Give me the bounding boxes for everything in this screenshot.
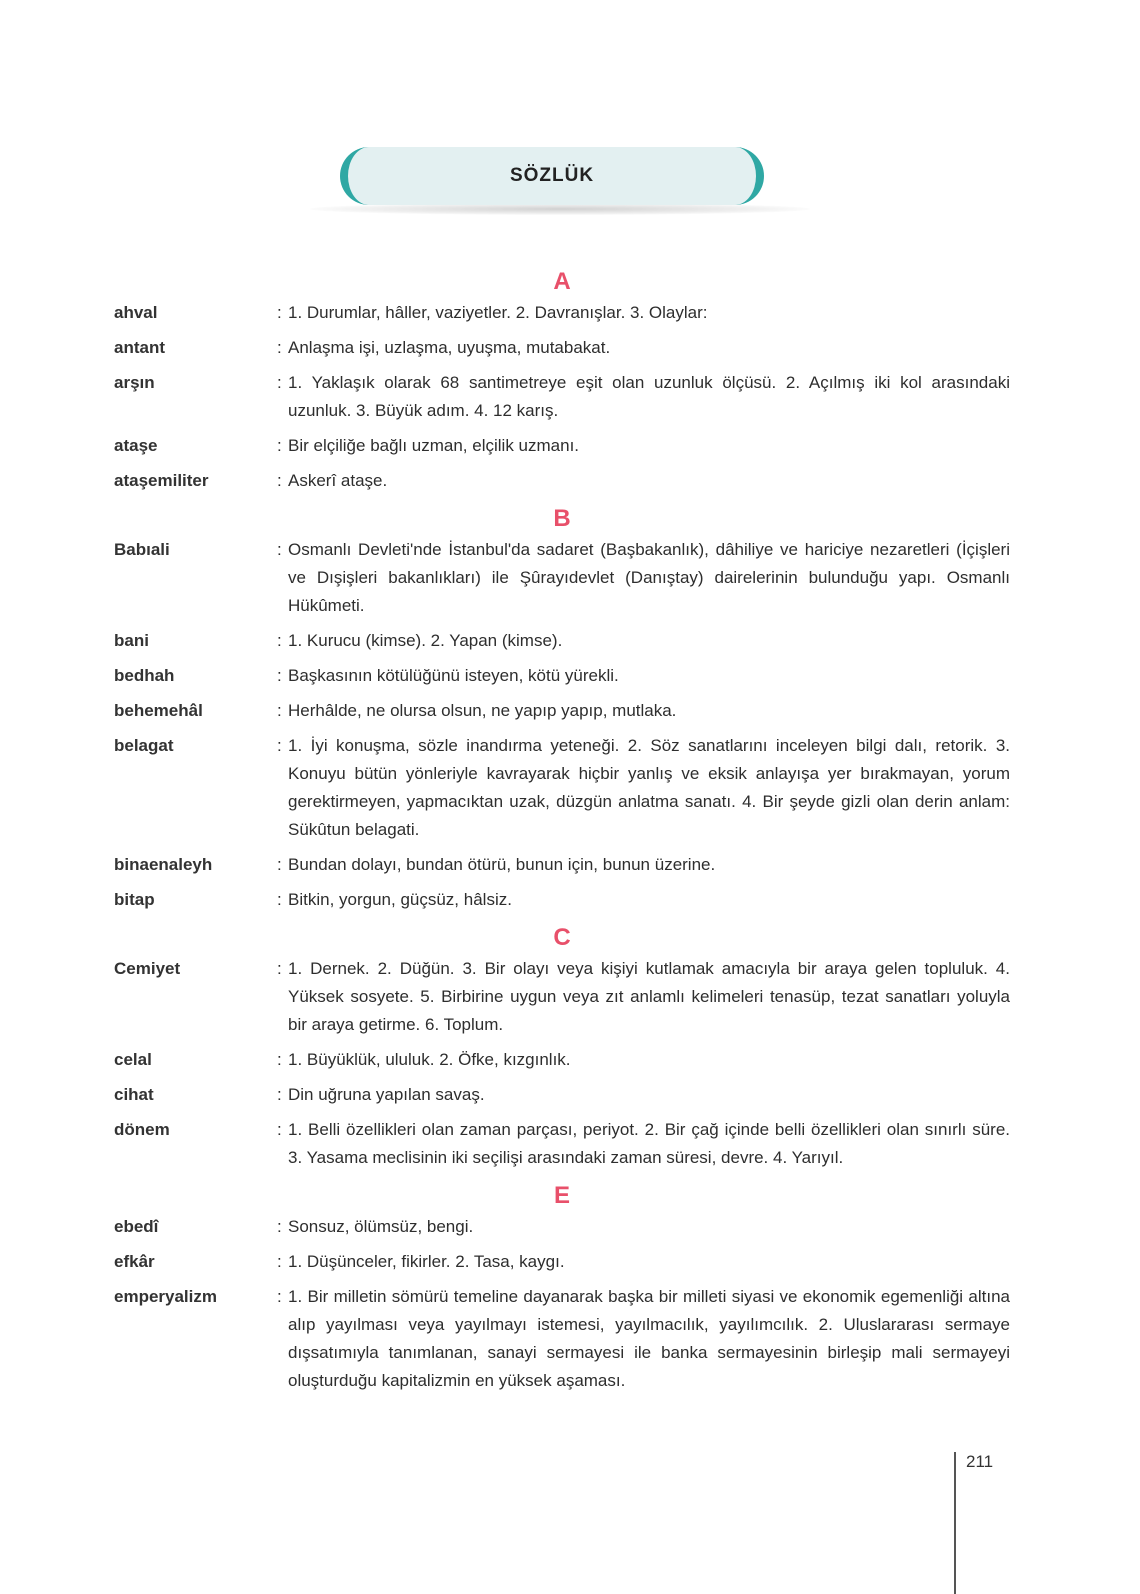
entry-definition: 1. Belli özellikleri olan zaman parçası, periyot. 2. Bir çağ içinde belli özellikleri olan sınırlı süre. 3. Yasama meclisinin iki seçilişi arasındaki zaman süresi, devre. 4. Yarıyıl. <box>288 1120 1010 1167</box>
glossary-entry <box>114 697 1010 725</box>
page-number: 211 <box>966 1452 994 1471</box>
entry-definition: Bir elçiliğe bağlı uzman, elçilik uzmanı. <box>288 436 580 455</box>
entry-definition: Bitkin, yorgun, güçsüz, hâlsiz. <box>288 890 512 909</box>
entry-colon: : <box>277 1085 282 1104</box>
entry-colon: : <box>277 338 282 357</box>
entry-term: bitap <box>114 890 155 909</box>
entry-term: dönem <box>114 1120 170 1139</box>
section-letter-a: A <box>553 268 571 295</box>
entry-definition: 1. Düşünceler, fikirler. 2. Tasa, kaygı. <box>288 1252 565 1271</box>
entry-definition: Sonsuz, ölümsüz, bengi. <box>288 1217 474 1236</box>
entry-term: ataşe <box>114 436 158 455</box>
glossary-entry <box>114 432 1010 460</box>
entry-definition: 1. Bir milletin sömürü temeline dayanarak başka bir milleti siyasi ve ekonomik egemenliği altına alıp yayılması veya yayılmayı istemesi, yayılmacılık, yayılımcılık. 2. Uluslararası sermaye dışsatımıyla tanımlanan, sanayi sermayesi ile banka sermayesinin birleşip mali sermayeyi oluşturduğu kapitalizmin en yüksek aşaması. <box>288 1287 1010 1390</box>
entry-term: ataşemiliter <box>114 471 209 490</box>
entry-definition: 1. Yaklaşık olarak 68 santimetreye eşit olan uzunluk ölçüsü. 2. Açılmış iki kol arasındaki uzunluk. 3. Büyük adım. 4. 12 karış. <box>288 373 1010 420</box>
glossary-entry <box>114 662 1010 690</box>
entry-colon: : <box>277 436 282 455</box>
entry-colon: : <box>277 471 282 490</box>
title-pill <box>340 147 764 205</box>
page-title-banner <box>340 147 770 211</box>
glossary-entry <box>114 1248 1010 1276</box>
glossary-entry <box>114 1046 1010 1074</box>
entry-colon: : <box>277 855 282 874</box>
section-letter-e: E <box>553 1182 570 1209</box>
entry-term: Cemiyet <box>114 959 181 978</box>
entry-term: belagat <box>114 736 174 755</box>
glossary-entry <box>114 1283 1010 1395</box>
glossary-entry <box>114 955 1010 1039</box>
entry-definition: 1. Büyüklük, ululuk. 2. Öfke, kızgınlık. <box>288 1050 571 1069</box>
page-title: SÖZLÜK <box>509 165 595 186</box>
entry-definition: Din uğruna yapılan savaş. <box>288 1085 485 1104</box>
entry-term: bedhah <box>114 666 175 685</box>
entry-colon: : <box>277 1217 282 1236</box>
glossary-entry <box>114 467 1010 495</box>
entry-colon: : <box>277 1252 282 1271</box>
entry-definition: Anlaşma işi, uzlaşma, uyuşma, mutabakat. <box>288 338 611 357</box>
entry-definition: 1. Durumlar, hâller, vaziyetler. 2. Davranışlar. 3. Olaylar: <box>288 303 708 322</box>
entry-colon: : <box>277 1120 282 1139</box>
entry-colon: : <box>277 736 282 755</box>
section-letter-c: C <box>553 924 571 951</box>
entry-definition: 1. Dernek. 2. Düğün. 3. Bir olayı veya kişiyi kutlamak amacıyla bir araya gelen topluluk. 4. Yüksek sosyete. 5. Birbirine uygun veya zıt anlamlı kelimeleri tenasüp, tezat sanatları yoluyla bir araya getirme. 6. Toplum. <box>288 959 1010 1034</box>
glossary-entry <box>114 369 1010 425</box>
entry-definition: Osmanlı Devleti'nde İstanbul'da sadaret (Başbakanlık), dâhiliye ve hariciye nezaretleri (İçişleri ve Dışişleri bakanlıkları) ile Şûrayıdevlet (Danıştay) dairelerinin bulunduğu yapı. Osmanlı Hükûmeti. <box>288 540 1010 615</box>
glossary-entry <box>114 627 1010 655</box>
entry-colon: : <box>277 373 282 392</box>
glossary-entry <box>114 536 1010 620</box>
entry-term: ebedî <box>114 1217 159 1236</box>
entry-term: emperyalizm <box>114 1287 217 1306</box>
entry-term: cihat <box>114 1085 154 1104</box>
entry-definition: 1. İyi konuşma, sözle inandırma yeteneği. 2. Söz sanatlarını inceleyen bilgi dalı, retorik. 3. Konuyu bütün yönleriyle kavrayarak hiçbir yanlış ve eksik anlayışa yer bırakmayan, yorum gerektirmeyen, yapmacıktan uzak, düzgün anlatma sanatı. 4. Bir şeyde gizli olan derin anlam: Sükûtun belagati. <box>288 736 1010 839</box>
glossary-entry <box>114 1213 1010 1241</box>
entry-colon: : <box>277 631 282 650</box>
glossary-content <box>114 265 1010 1402</box>
entry-colon: : <box>277 303 282 322</box>
glossary-entry <box>114 851 1010 879</box>
glossary-entry <box>114 732 1010 844</box>
entry-term: binaenaleyh <box>114 855 213 874</box>
entry-colon: : <box>277 959 282 978</box>
entry-definition: Başkasının kötülüğünü isteyen, kötü yürekli. <box>288 666 619 685</box>
entry-definition: 1. Kurucu (kimse). 2. Yapan (kimse). <box>288 631 563 650</box>
entry-term: antant <box>114 338 165 357</box>
entry-colon: : <box>277 890 282 909</box>
entry-colon: : <box>277 1050 282 1069</box>
entry-term: celal <box>114 1050 152 1069</box>
glossary-entry <box>114 1081 1010 1109</box>
entry-colon: : <box>277 1287 282 1306</box>
page-number-divider <box>954 1452 956 1594</box>
glossary-entry <box>114 334 1010 362</box>
entry-term: arşın <box>114 373 155 392</box>
entry-term: behemehâl <box>114 701 203 720</box>
glossary-entry <box>114 1116 1010 1172</box>
entry-definition: Herhâlde, ne olursa olsun, ne yapıp yapıp, mutlaka. <box>288 701 677 720</box>
entry-term: Babıali <box>114 540 170 559</box>
entry-definition: Bundan dolayı, bundan ötürü, bunun için, bunun üzerine. <box>288 855 716 874</box>
entry-colon: : <box>277 666 282 685</box>
entry-term: efkâr <box>114 1252 155 1271</box>
entry-term: bani <box>114 631 149 650</box>
entry-colon: : <box>277 540 282 559</box>
entry-colon: : <box>277 701 282 720</box>
entry-definition: Askerî ataşe. <box>288 471 388 490</box>
glossary-entry <box>114 886 1010 914</box>
glossary-entry <box>114 299 1010 327</box>
section-letter-b: B <box>553 505 571 532</box>
entry-term: ahval <box>114 303 158 322</box>
